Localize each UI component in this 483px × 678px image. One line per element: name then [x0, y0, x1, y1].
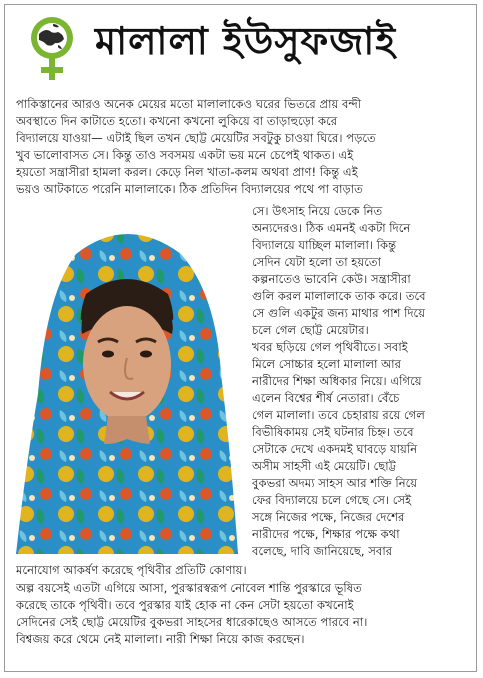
article-text-line: গুলি করল মালালাকে তাক করে। তবে	[252, 289, 426, 303]
article-text-line: সেদিন যেটা হলো তা হয়তো	[252, 255, 381, 269]
article-text-line: মনোযোগ আকর্ষণ করেছে পৃথিবীর প্রতিটি কোণায়।	[16, 563, 247, 577]
article-text-line: খবর ছড়িয়ে গেল পৃথিবীতে। সবাই	[252, 340, 408, 354]
article-text-line: অল্প বয়সেই এতটা এগিয়ে আসা, পুরস্কারস্বরূপ নোবেল শান্তি পুরস্কারে ভূষিত	[16, 581, 362, 595]
article-text-line: ভয়ও আটকাতে পরেনি মালালাকে। ঠিক প্রতিদিন বিদ্যালয়ের পথে পা বাড়াত	[16, 182, 363, 196]
article-text-line: পাকিস্তানের আরও অনেক মেয়ের মতো মালালাকেও ঘরের ভিতরে প্রায় বন্দী	[16, 97, 362, 111]
article-text-line: বুকভরা অদম্য সাহস আর শক্তি নিয়ে	[252, 476, 418, 490]
article-text-line: সঙ্গে নিজের পক্ষে, নিজের দেশের	[252, 510, 405, 524]
article-text-line: নারীদের পক্ষে, শিক্ষার পক্ষে কথা	[252, 527, 400, 541]
article-text-line: অন্যদেরও। ঠিক এমনই একটা দিনে	[252, 221, 411, 235]
article-text-line: অবস্থাতে দিন কাটাতে হতো। কখনো কখনো লুকিয়ে বা তাড়াহুড়ো করে	[16, 114, 338, 128]
article-text-line: অসীম সাহসী এই মেয়েটি। ছোট্ট	[252, 459, 396, 473]
article-title: মালালা ইউসুফজাই	[95, 19, 397, 63]
article-text-line: হয়তো সন্ত্রাসীরা হামলা করল। কেড়ে নিল খাতা-কলম অথবা প্রাণ! কিন্তু এই	[16, 165, 358, 179]
article-text-line: মিলে সোচ্চার হলো মালালা আর	[252, 357, 402, 371]
article-text-line: বিদ্যালয়ে যাচ্ছিল মালালা। কিন্তু	[252, 238, 397, 252]
article-text-line: করেছে তাকে পৃথিবী। তবে পুরস্কার যাই হোক না কেন সেটা হয়তো কখনোই	[16, 598, 354, 612]
article-text-line: সেটাকে দেখে একদমই ঘাবড়ে যায়নি	[252, 442, 418, 456]
article-text-line: সে গুলি একটুর জন্য মাথার পাশ দিয়ে	[252, 306, 426, 320]
article-text-line: চলে গেল ছোট্ট মেয়েটার।	[252, 323, 369, 337]
article-text-line: বিভীষিকাময় সেই ঘটনার চিহ্ন। তবে	[252, 425, 414, 439]
article-text-line: কল্পনাতেও ভাবেনি কেউ। সন্ত্রাসীরা	[252, 272, 411, 286]
article-text-line: বিশ্বজয় করে থেমে নেই মালালা। নারী শিক্ষা নিয়ে কাজ করছেন।	[16, 632, 305, 646]
article-text-line: এলেন বিশ্বের শীর্ষ নেতারা। বেঁচে	[252, 391, 400, 405]
article-text-line: নারীদের শিক্ষা অধিকার নিয়ে। এগিয়ে	[252, 374, 422, 388]
article-text-line: সেদিনের সেই ছোট্ট মেয়েটির বুকভরা সাহসের ধারেকাছেও আসতে পারবে না।	[16, 615, 368, 629]
article-text-line: খুব ভালোবাসত সে। কিন্তু তাও সবসময় একটা ভয় মনে চেপেই থাকত। এই	[16, 148, 354, 162]
article-text-line: সে। উৎসাহ নিয়ে ডেকে নিত	[252, 204, 383, 218]
globe-venus-icon	[22, 14, 82, 82]
portrait-photo	[16, 224, 238, 554]
article-text-line: বলেছে, দাবি জানিয়েছে, সবার	[252, 544, 393, 558]
article-text-line: গেল মালালা। তবে চেহারায় রয়ে গেল	[252, 408, 425, 422]
article-text-line: ফের বিদ্যালয়ে চলে গেছে সে। সেই	[252, 493, 412, 507]
article-text-line: বিদ্যালয়ে যাওয়া— এটাই ছিল তখন ছোট্ট মেয়েটির সবটুকু চাওয়া ঘিরে। পড়তে	[16, 131, 376, 145]
